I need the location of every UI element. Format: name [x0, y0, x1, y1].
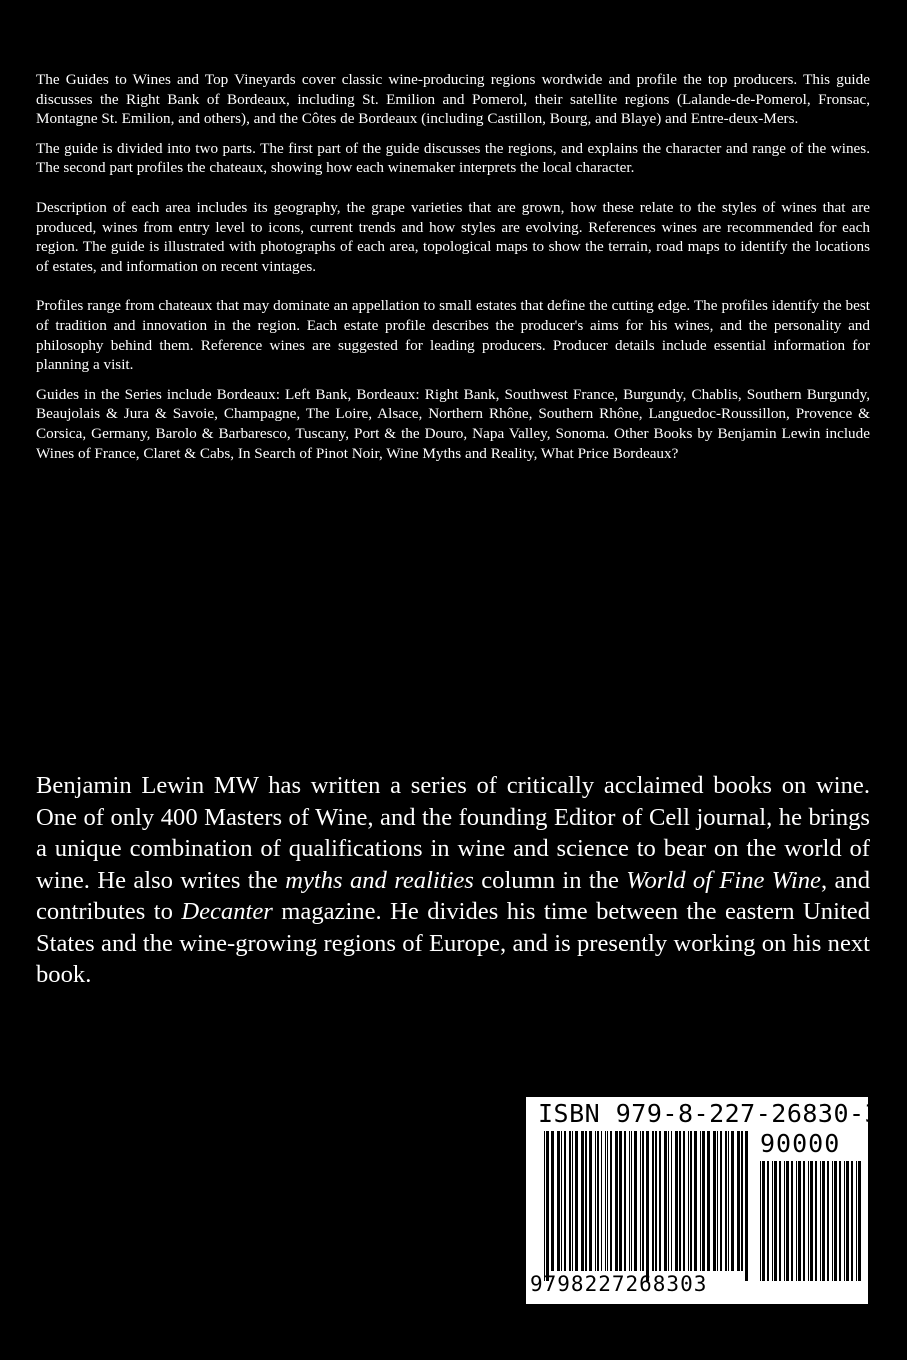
author-bio [36, 770, 870, 991]
barcode-bar [655, 1131, 657, 1271]
addon-bar [803, 1161, 805, 1281]
barcode-bar [624, 1131, 626, 1271]
addon-bar [798, 1161, 801, 1281]
barcode-bar [610, 1131, 612, 1271]
bio-text: , and contributes to [36, 866, 870, 925]
barcode-bar [615, 1131, 618, 1271]
barcode-bar [629, 1131, 630, 1271]
barcode-bar [569, 1131, 571, 1271]
barcode-bar [619, 1131, 622, 1271]
isbn-label: ISBN 979-8-227-26830-3 [538, 1099, 881, 1128]
barcode-bar [717, 1131, 718, 1271]
addon-bar [858, 1161, 861, 1281]
barcode-bar [702, 1131, 705, 1271]
ean-digits: 9798227268303 [530, 1272, 708, 1296]
barcode-bar [595, 1131, 596, 1271]
addon-bar [762, 1161, 765, 1281]
addon-bar [839, 1161, 841, 1281]
barcode-bar [683, 1131, 685, 1271]
addon-bar [774, 1161, 777, 1281]
barcode-bar [668, 1131, 669, 1271]
barcode-bar [737, 1131, 740, 1271]
addon-bar [810, 1161, 813, 1281]
addon-bar [844, 1161, 845, 1281]
barcode-bar [546, 1131, 549, 1281]
barcode-bar [675, 1131, 678, 1271]
addon-bar [786, 1161, 789, 1281]
barcode-bar [575, 1131, 578, 1271]
barcode-bar [544, 1131, 545, 1281]
barcode-bar [741, 1131, 743, 1271]
barcode-bar [557, 1131, 560, 1271]
addon-bar [846, 1161, 849, 1281]
barcode-bar [664, 1131, 667, 1271]
barcode-bar [597, 1131, 599, 1271]
barcode-bar [688, 1131, 689, 1271]
barcode-bar [713, 1131, 716, 1271]
addon-bar [834, 1161, 837, 1281]
barcode-bar [631, 1131, 632, 1271]
addon-bar [779, 1161, 781, 1281]
bio-text: column in the [473, 866, 627, 894]
addon-bar [822, 1161, 825, 1281]
back-cover-blurb [36, 70, 870, 463]
bio-text: magazine. He divides his time between the eastern United States and the wine-growing regions of Europe, and is presently working on his next book. [36, 898, 870, 988]
barcode-bar [725, 1131, 727, 1271]
addon-bar [772, 1161, 773, 1281]
barcode-bar [659, 1131, 661, 1271]
barcode-bar [707, 1131, 710, 1271]
bio-magazine-title: Decanter [181, 898, 273, 925]
barcode-bar [551, 1131, 554, 1271]
addon-bar [767, 1161, 769, 1281]
addon-bar [784, 1161, 785, 1281]
series-list-paragraph: Guides in the Series include Bordeaux: Left Bank, Bordeaux: Right Bank, Southwest France, Burgundy, Chablis, Southern Burgundy, Beaujolais & Jura & Savoie, Champagne, The Loire, Alsace, Northern Rhône, Southern Rhône, Languedoc-Roussillon, Provence & Corsica, Germany, Barolo & Barbaresco, Tuscany, Port & the Douro, Napa Valley, Sonoma. Other Books by Benjamin Lewin include Wines of France, Claret & Cabs, In Search of Pinot Noir, Wine Myths and Reality, What Price Bordeaux? [36, 385, 870, 462]
addon-bar [791, 1161, 793, 1281]
barcode-bar [581, 1131, 584, 1271]
addon-bar [820, 1161, 821, 1281]
isbn-barcode [526, 1097, 881, 1304]
addon-bar [851, 1161, 853, 1281]
barcode-bar [720, 1131, 722, 1271]
barcode-bar [679, 1131, 681, 1271]
barcode-bar [694, 1131, 697, 1271]
barcode-bar [642, 1131, 644, 1271]
barcode-bar [607, 1131, 608, 1271]
barcode-bar [605, 1131, 606, 1271]
bio-text: Benjamin Lewin MW has written a series of critically acclaimed books on wine. One of only 400 Masters of Wine, and the founding Editor of Cell journal, he brings a unique combination of qualifications in wine and science to bear on the world of wine. He also writes the [36, 772, 870, 894]
addon-bar [808, 1161, 809, 1281]
addon-code: 90000 [760, 1129, 841, 1158]
barcode-bar [601, 1131, 602, 1271]
barcode-bar [731, 1131, 734, 1271]
blurb-paragraph: The guide is divided into two parts. The first part of the guide discusses the regions, and explains the character and range of the wines. The second part profiles the chateaux, showing how each winemaker interprets the local character. [36, 139, 870, 177]
addon-bar [827, 1161, 829, 1281]
barcode-bar [561, 1131, 562, 1271]
barcode-bar [585, 1131, 587, 1271]
barcode-bar [640, 1131, 641, 1271]
bio-column-title: myths and realities [285, 866, 474, 894]
barcode-bar [652, 1131, 654, 1271]
barcode-bar [671, 1131, 672, 1271]
addon-bar [796, 1161, 797, 1281]
addon-bar [760, 1161, 761, 1281]
barcode-bar [745, 1131, 748, 1281]
blurb-paragraph: Description of each area includes its geography, the grape varieties that are grown, how these relate to the styles of wines that are produced, wines from entry level to icons, current trends and how styles are evolving. References wines are recommended for each region. The guide is illustrated with photographs of each area, topological maps to show the terrain, road maps to identify the locations of estates, and information on recent vintages. [36, 198, 870, 275]
barcode-bar [564, 1131, 566, 1271]
addon-bar [815, 1161, 817, 1281]
addon-bar [856, 1161, 857, 1281]
barcode-bar [634, 1131, 637, 1271]
blurb-paragraph: The Guides to Wines and Top Vineyards cover classic wine-producing regions wordwide and profile the top producers. This guide discusses the Right Bank of Bordeaux, including St. Emilion and Pomerol, their satellite regions (Lalande-de-Pomerol, Fronsac, Montagne St. Emilion, and others), and the Côtes de Bordeaux (including Castillon, Bourg, and Blaye) and Entre-deux-Mers. [36, 71, 870, 128]
barcode-bar [700, 1131, 701, 1271]
barcode-bar [572, 1131, 573, 1271]
barcode-bar [646, 1131, 649, 1281]
blurb-paragraph: Profiles range from chateaux that may dominate an appellation to small estates that define the cutting edge. The profiles identify the best of tradition and innovation in the region. Each estate profile describes the producer's aims for his wines, and the personality and philosophy behind them. Reference wines are suggested for leading producers. Producer details include essential information for planning a visit. [36, 297, 870, 374]
barcode-bar [589, 1131, 592, 1271]
bio-publication-title: World of Fine Wine [626, 866, 821, 894]
addon-bar [832, 1161, 833, 1281]
barcode-bar [728, 1131, 729, 1271]
barcode-bar [690, 1131, 692, 1271]
